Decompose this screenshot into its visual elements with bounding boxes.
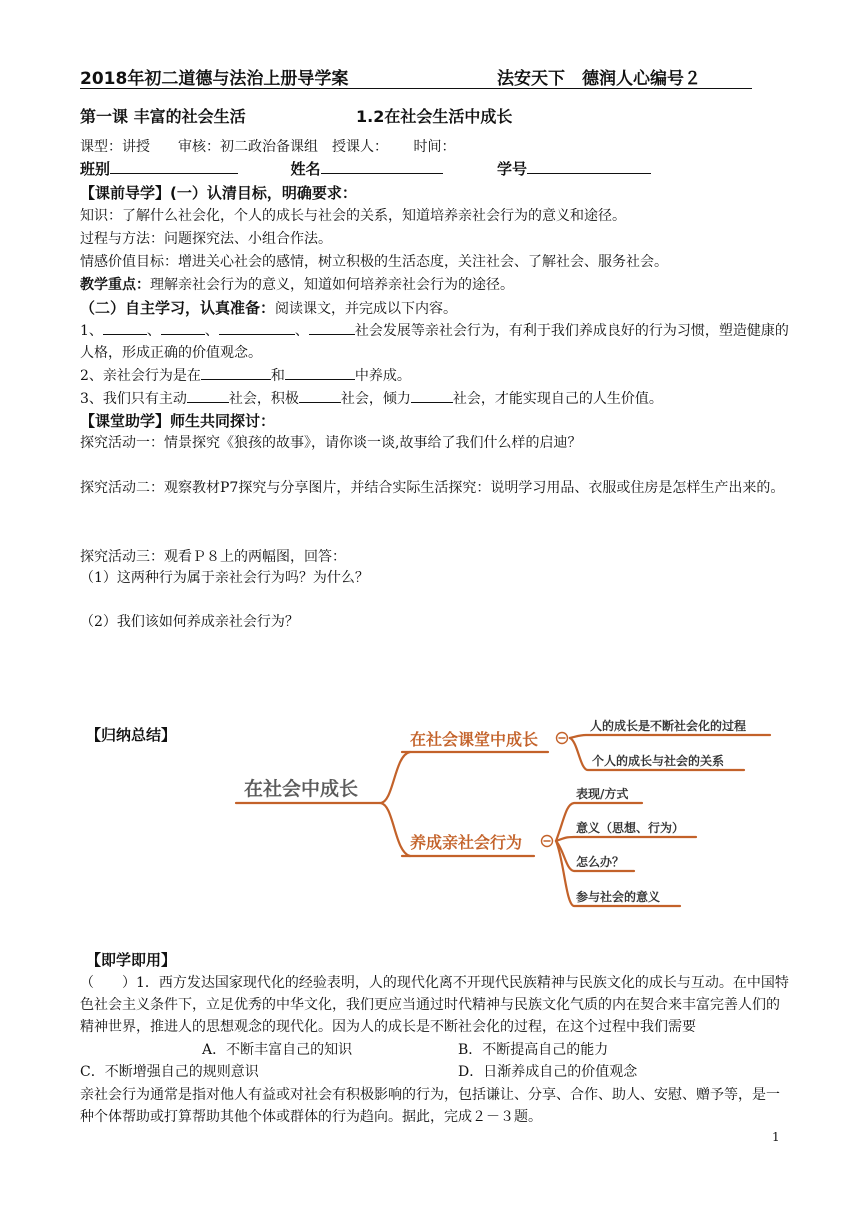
name-label: 姓名 xyxy=(290,160,321,178)
option-c: C．不断增强自己的规则意识 xyxy=(80,1064,259,1080)
q3-text-a: 3、我们只有主动 xyxy=(80,391,187,407)
mind-map-leaf: 参与社会的意义 xyxy=(576,890,661,904)
q3-text-d: 社会，才能实现自己的人生价值。 xyxy=(452,391,663,407)
option-a: A．不断丰富自己的知识 xyxy=(202,1042,353,1058)
header-left: 2018年初二道德与法治上册导学案 xyxy=(80,69,349,89)
q2-text-a: 2、亲社会行为是在 xyxy=(80,368,201,384)
activity-3: 探究活动三：观看Ｐ８上的两幅图，回答： xyxy=(80,549,346,565)
meta-line: 课型：讲授 审核：初二政治备课组 授课人： 时间： xyxy=(80,139,456,155)
mind-map-leaf: 人的成长是不断社会化的过程 xyxy=(590,719,747,733)
class-label: 班别 xyxy=(80,160,111,178)
q3-text-c: 社会，倾力 xyxy=(340,391,411,407)
mind-map-leaf: 意义（思想、行为） xyxy=(576,821,685,835)
header-right: 法安天下 德润人心编号２ xyxy=(497,69,701,89)
q1-text: 社会发展等亲社会行为，有利于我们养成良好的行为习惯，塑造健康的人格，形成正确的价值观念。 xyxy=(80,323,789,361)
leaf-connector-1 xyxy=(570,735,770,738)
option-d: D．日渐养成自己的价值观念 xyxy=(458,1064,638,1080)
activity-2: 探究活动二：观察教材P7探究与分享图片，并结合实际生活探究：说明学习用品、衣服或住房是怎样生产出来的。 xyxy=(80,480,785,496)
summary-heading: 【归纳总结】 xyxy=(86,726,177,744)
mind-map-leaf: 表现/方式 xyxy=(576,787,629,801)
number-label: 学号 xyxy=(496,160,527,178)
practice-question-1 xyxy=(80,972,790,1038)
q2-text-b: 和 xyxy=(270,368,285,384)
practice-intro: 亲社会行为通常是指对他人有益或对社会有积极影响的行为，包括谦让、分享、合作、助人、安慰、赠予等，是一种个体帮助或打算帮助其他个体或群体的行为趋向。据此，完成２－３题。 xyxy=(80,1087,780,1125)
leaf-connector-4 xyxy=(556,837,696,841)
process-text: 过程与方法：问题探究法、小组合作法。 xyxy=(80,231,332,247)
focus-label: 教学重点： xyxy=(80,277,150,293)
q1-separator: 、 xyxy=(204,323,219,339)
activity-3-question-2: （2）我们该如何养成亲社会行为？ xyxy=(80,614,299,630)
q3-text-b: 社会，积极 xyxy=(228,391,299,407)
mind-map-branch-1: 在社会课堂中成长 xyxy=(410,730,539,749)
q1-separator: 、 xyxy=(146,323,161,339)
q1-prefix: 1、 xyxy=(80,323,103,339)
class-help-heading: 【课堂助学】师生共同探讨： xyxy=(80,412,276,430)
emotion-text: 情感价值目标：增进关心社会的感情，树立积极的生活态度，关注社会、了解社会、服务社会。 xyxy=(80,254,668,270)
activity-1: 探究活动一：情景探究《狼孩的故事》，请你谈一谈,故事给了我们什么样的启迪？ xyxy=(80,435,582,451)
mind-map-leaf: 怎么办？ xyxy=(576,855,625,869)
q1-separator: 、 xyxy=(294,323,309,339)
lesson-subtitle: 1.2在社会生活中成长 xyxy=(356,107,513,126)
question-1-text: 西方发达国家现代化的经验表明，人的现代化离不开现代民族精神与民族文化的成长与互动。在中国特色社会主义条件下，立足优秀的中华文化，我们更应当通过时代精神与民族文化气质的内在契合来丰富完善人们的精神世界，推进人的思想观念的现代化。因为人的成长是不断社会化的过程，在这个过程中我们需要 xyxy=(80,975,789,1035)
self-study-text: 阅读课文，并完成以下内容。 xyxy=(275,301,458,317)
lesson-title: 第一课 丰富的社会生活 xyxy=(80,107,246,126)
branch-connector xyxy=(380,752,410,856)
activity-3-question-1: （1）这两种行为属于亲社会行为吗？为什么？ xyxy=(80,570,369,586)
q2-text-c: 中养成。 xyxy=(354,368,411,384)
mind-map-leaf: 个人的成长与社会的关系 xyxy=(592,754,725,768)
mind-map-branch-2: 养成亲社会行为 xyxy=(410,833,523,852)
option-b: B．不断提高自己的能力 xyxy=(458,1042,609,1058)
answer-bracket[interactable]: （ ）1． xyxy=(80,975,159,991)
mind-map-root: 在社会中成长 xyxy=(244,778,359,800)
knowledge-text: 知识：了解什么社会化，个人的成长与社会的关系，知道培养亲社会行为的意义和途径。 xyxy=(80,208,626,224)
page-number: 1 xyxy=(772,1130,780,1144)
focus-text: 理解亲社会行为的意义，知道如何培养亲社会行为的途径。 xyxy=(150,277,514,293)
self-study-heading: （二）自主学习，认真准备： xyxy=(80,299,276,317)
preview-heading: 【课前导学】(一）认清目标，明确要求： xyxy=(80,184,357,202)
practice-heading: 【即学即用】 xyxy=(86,951,177,969)
